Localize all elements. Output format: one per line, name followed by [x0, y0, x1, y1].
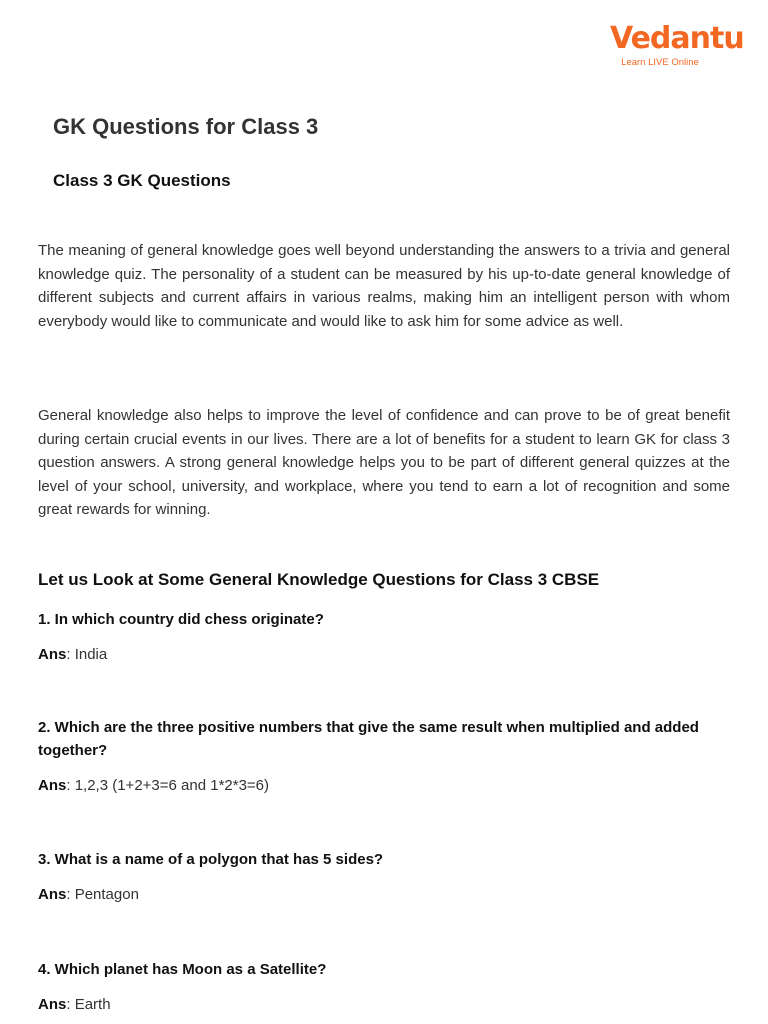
question-text: 1. In which country did chess originate? [38, 611, 324, 628]
answer-text: Ans: 1,2,3 (1+2+3=6 and 1*2*3=6) [38, 777, 270, 794]
answer-text: Ans: India [38, 646, 108, 663]
answer-text: Ans: Earth [38, 996, 111, 1013]
answer-value: Earth [74, 996, 111, 1013]
answer-value: 1,2,3 (1+2+3=6 and 1*2*3=6) [74, 777, 270, 794]
benefits-paragraph: General knowledge also helps to improve the level of confidence and can prove to be of great benefit during certain crucial events in our lives. There are a lot of benefits for a student to learn GK for class 3 question answers. A strong general knowledge helps you to be part of different general quizzes at the level of your school, university, and workplace, where you tend to earn a lot of recognition and some great rewards for winning. [38, 407, 730, 518]
logo-wordmark: Vedantu [610, 21, 744, 56]
page-subtitle: Class 3 GK Questions [53, 171, 231, 190]
qa-item [38, 958, 730, 1016]
answer-value: India [74, 646, 108, 663]
answer-label: Ans [38, 886, 67, 903]
question-text: 4. Which planet has Moon as a Satellite? [38, 961, 327, 978]
answer-text: Ans: Pentagon [38, 886, 139, 903]
qa-item [38, 608, 730, 666]
qa-item [38, 848, 730, 906]
section-heading: Let us Look at Some General Knowledge Questions for Class 3 CBSE [38, 570, 600, 589]
answer-label: Ans [38, 996, 67, 1013]
intro-paragraph: The meaning of general knowledge goes well beyond understanding the answers to a trivia and general knowledge quiz. The personality of a student can be measured by his up-to-date general knowledge of different subjects and current affairs in various realms, making him an intelligent person with whom everybody would like to communicate and would like to ask him for some advice as well. [38, 242, 730, 330]
page-title: GK Questions for Class 3 [53, 114, 319, 139]
vedantu-logo[interactable] [610, 21, 744, 69]
answer-label: Ans [38, 777, 67, 794]
question-text: 3. What is a name of a polygon that has 5 sides? [38, 851, 384, 868]
answer-label: Ans [38, 646, 67, 663]
answer-value: Pentagon [74, 886, 139, 903]
logo-tagline: Learn LIVE Online [621, 57, 699, 68]
qa-item [38, 716, 730, 797]
question-text: 2. Which are the three positive numbers that give the same result when multiplied and added together? [38, 719, 699, 759]
